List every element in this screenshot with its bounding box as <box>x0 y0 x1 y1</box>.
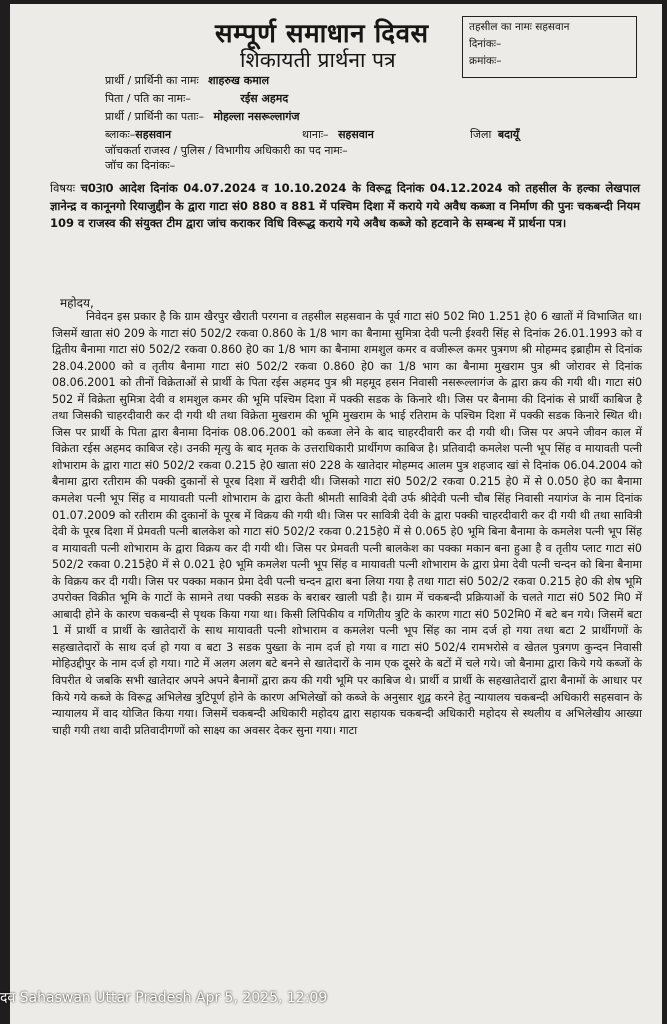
applicant-name-value: शाहरुख कमाल <box>208 74 270 87</box>
block-row <box>105 128 171 142</box>
address-row <box>105 110 300 124</box>
subject-paragraph <box>50 180 640 233</box>
document-title: सम्पूर्ण समाधान दिवस <box>215 19 429 49</box>
photo-location-stamp: दव Sahaswan Uttar Pradesh Apr 5, 2025, 12:09 <box>0 990 328 1006</box>
father-name-value: रईस अहमद <box>240 92 289 105</box>
tehsil-name-line: तहसील का नामः सहसवान <box>469 21 570 33</box>
tehsil-info-box <box>462 16 637 78</box>
applicant-name-row <box>105 74 269 88</box>
body-paragraph: निवेदन इस प्रकार है कि ग्राम खैरपुर खैराती परगना व तहसील सहसवान के पूर्व गाटा सं0 502 मि0 1.251 हे0 6 खातों में विभाजित था। जिसमें खाता सं0 209 के गाटा सं0 502/2 रकवा 0.860 के 1/8 भाग का बैनामा सुमित्रा देवी पत्नी ईश्वरी सिंह से दिनांक 26.01.1993 को व द्वितीय बैनामा गाटा सं0 502/2 रकवा 0.860 हे0 का 1/8 भाग का बैनामा शमशुल कमर व वजीरूल कमर पुत्रगण श्री मोहम्मद इब्राहीम से दिनांक 28.04.2000 को व तृतीय बैनामा गाटा सं0 502/2 रकवा 0.860 हे0 का 1/8 भाग का बैनामा मुखराम पुत्र श्री जोरावर से दिनांक 08.06.2001 को तीनों विक्रेताओं से प्रार्थी के पिता रईस अहमद पुत्र श्री महमूद हसन निवासी नसरूल्लागंज के द्वारा क्रय की गयी थी। गाटा सं0 502 में विक्रेता सुमित्रा देवी व शमशुल कमर की भूमि पश्चिम दिशा में पक्की सडक के किनारे थी। जिस पर बैनामा की दिनांक से प्रार्थी काबिज है तथा जिसकी चाहरदीवारी कर दी गयी थी तथा विक्रेता मुखराम की भूमि मुखराम के भाई रतिराम के पश्चिम दिशा में पक्की सडक किनारे स्थित थी। जिस पर प्रार्थी के पिता द्वारा बैनामा दिनांक 08.06.2001 को कब्जा लेने के बाद चाहरदीवारी कर दी गयी थी। जिस पर अपने जीवन काल में विक्रेता रईस अहमद काबिज रहे। उनकी मृत्यु के बाद मृतक के उत्तराधिकारी प्रार्थीगण काबिज है। प्रतिवादी कमलेश पत्नी भूप सिंह व मायावती पत्नी शोभाराम के द्वारा गाटा सं0 502/2 रकवा 0.215 हे0 खाता सं0 228 के खातेदार मोहम्मद आलम पुत्र शहजाद खां से दिनांक 06.04.2004 को बैनामा द्वारा रतीराम की पक्की दुकानों से पूरब दिशा में खरीदी थी। जिसको गाटा सं0 502/2 रकवा 0.215 हे0 में से 0.050 हे0 का बैनामा कमलेश पत्नी भूप सिंह व मायावती पत्नी शोभाराम के द्वारा केती श्रीमती सावित्री देवी उर्फ श्रीदेवी पत्नी चौब सिंह निवासी नयागंज के नाम दिनांक 01.07.2009 को रतीराम की दुकानों के पूरब में विक्रय की गयी थी। जिस पर सावित्री देवी के द्वारा पक्की चाहरदीवारी कर दी गयी थी तथा सावित्री देवी के पूरब दिशा में प्रेमवती पत्नी बालकेश को गाटा सं0 502/2 रकवा 0.215हे0 में से 0.065 हे0 भूमि बिना बैनामा के कमलेश पत्नी भूप सिंह व मायावती पत्नी शोभाराम के द्वारा विक्रय कर दी गयी थी। जिस पर प्रेमवती पत्नी बालकेश का पक्का मकान बना हुआ है व तृतीय प्लाट गाटा सं0 502/2 रकवा 0.215हे0 में से 0.021 हे0 भूमि कमलेश पत्नी भूप सिंह व मायावती पत्नी शोभाराम के द्वारा प्रेमा देवी पत्नी चन्दन को बिना बैनामा के विक्रय कर दी गयी। जिस पर पक्का मकान प्रेमा देवी पत्नी चन्दन द्वारा बना लिया गया है तथा गाटा सं0 502/2 रकवा 0.215 हे0 की शेष भूमि उपरोक्त विक्रीत भूमि के गाटों के सामने तथा पक्की सडक के बराबर खाली पडी है। ग्राम में चकबन्दी प्रक्रियाओं के चलते गाटा सं0 502 मि0 में आबादी होने के कारण चकबन्दी से पृथक किया गया था। किसी लिपिकीय व गणितीय त्रुटि के कारण गाटा सं0 502मि0 में बटे बन गये। जिसमें बटा 1 में प्रार्थी व प्रार्थी के खातेदारों के साथ मायावती पत्नी शोभाराम व कमलेश पत्नी भूप सिंह का नाम दर्ज हो गया तथा बटा 2 प्रार्थीगणों के सहखातेदारों के साथ दर्ज हो गया व बटा 3 सडक पुख्ता के नाम दर्ज हो गया व गाटा सं0 502/4 रामभरोसे व खेतल पुत्रगण कुन्दन निवासी मोहिउद्दीपुर के नाम दर्ज हो गया। गाटे में अलग अलग बटे बनने से खातेदारों के नाम एक दूसरे के बटों में चले गये। जो बैनामा द्वारा किये गये कब्जों के विपरीत थे जबकि सभी खातेदार अपने अपने बैनामों द्वारा क्रय की गयी भूमि पर काबिज थे। प्रार्थी व प्रार्थी के सहखातेदारों द्वारा बैनामों के आधार पर किये गये कब्जे के विरूद्व अभिलेख त्रुटिपूर्ण होने के कारण अभिलेखों को कब्जे के अनुसार शुद्व करने हेतु न्यायालय चकबन्दी अधिकारी सहसवान के न्यायालय में वाद योजित किया गया। जिसमें चकबन्दी अधिकारी महोदय द्वारा सहायक चकबन्दी अधिकारी महोदय से स्थलीय व अभिलेखीय आख्या चाही गयी तथा वादी प्रतिवादीगणों को साक्ष्य का अवसर देकर सुना गया। गाटा <box>52 310 642 737</box>
thana-label: थानाः– <box>302 128 329 141</box>
subject-text: च03ा0 आदेश दिनांक 04.07.2024 व 10.10.2024 के विरूद्व दिनांक 04.12.2024 को तहसील के हल्का लेखपाल ज्ञानेन्द्र व कानूनगो रियाजुद्दीन के द्वारा गाटा सं0 880 व 881 में पश्चिम दिशा में कराये गये अवैध कब्जा व निर्माण की पुनः चकबन्दी नियम 109 व राजस्व की संयुक्त टीम द्वारा जांच कराकर विधि विरूद्ध कराये गये अवैध कब्जे को हटवाने के सम्बन्ध में प्रार्थना पत्र। <box>50 181 640 230</box>
inquiry-date-label: जॉच का दिनांकः– <box>105 159 176 172</box>
applicant-name-label: प्रार्थी / प्रार्थिनी का नामः <box>105 74 199 87</box>
block-value: सहसवान <box>135 128 172 141</box>
officer-row <box>105 144 348 158</box>
box-number-line: क्रमांकः– <box>469 55 502 67</box>
block-label: ब्लाकः– <box>105 128 136 141</box>
document-page <box>10 4 662 1024</box>
district-row <box>470 128 519 142</box>
father-name-label: पिता / पति का नामः– <box>105 92 191 105</box>
district-label: जिला <box>470 128 492 141</box>
box-date-line: दिनांकः– <box>469 38 502 50</box>
thana-row <box>302 128 374 142</box>
salutation: महोदय, <box>60 296 94 310</box>
officer-label: जॉचकर्ता राजस्व / पुलिस / विभागीय अधिकारी का पद नामः– <box>105 144 348 157</box>
district-value: बदायूँ <box>497 128 520 141</box>
address-value: मोहल्ला नसरूल्लागंज <box>213 110 300 123</box>
inquiry-date-row <box>105 159 175 173</box>
father-name-row <box>105 92 288 106</box>
thana-value: सहसवान <box>338 128 374 141</box>
document-subtitle: शिकायती प्रार्थना पत्र <box>240 48 396 72</box>
address-label: प्रार्थी / प्रार्थिनी का पताः– <box>105 110 205 123</box>
subject-label: विषयः <box>50 181 76 195</box>
